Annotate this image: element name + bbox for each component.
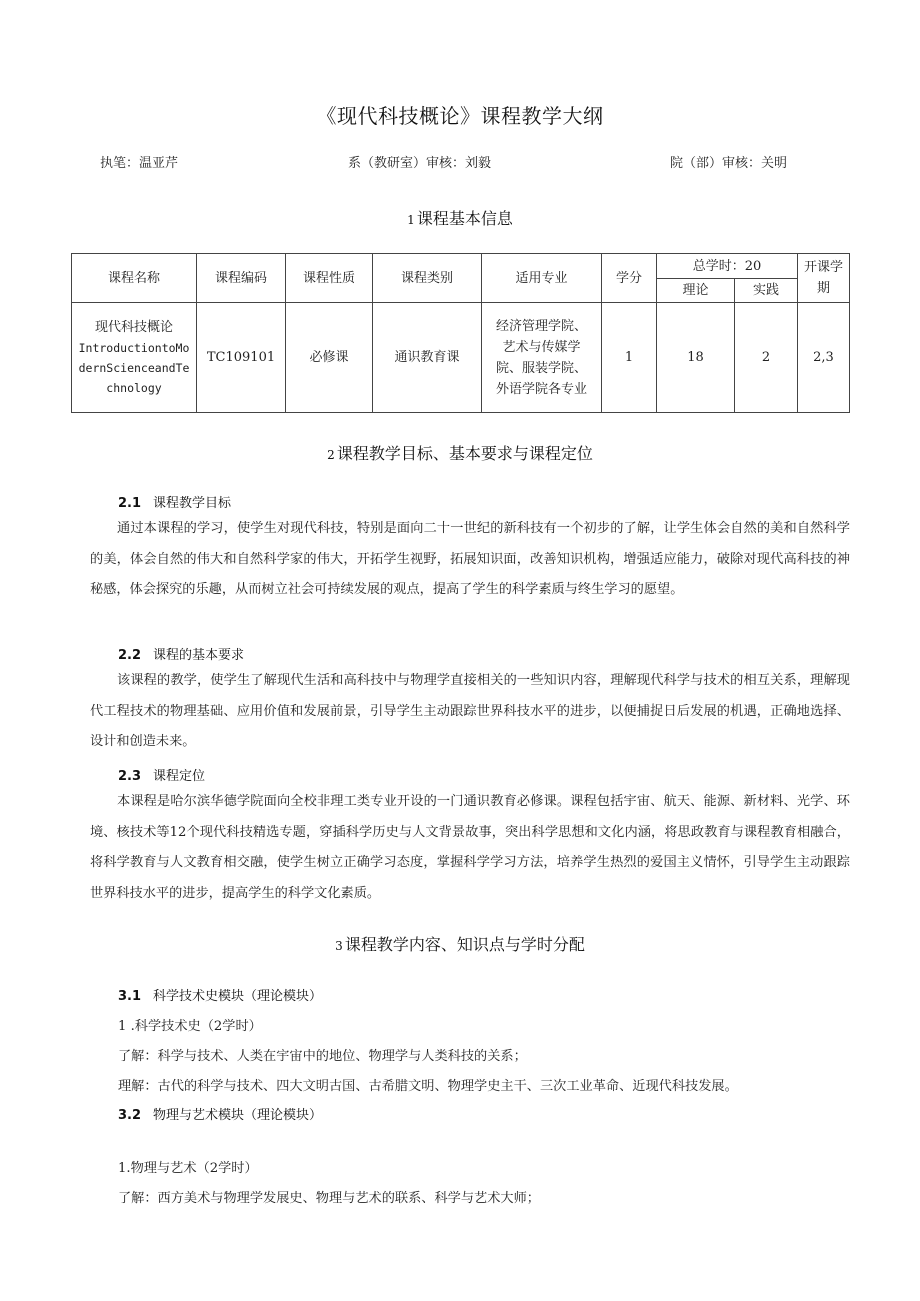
majors-line-1: 经济管理学院、 [495,318,587,334]
course-name-cn: 现代科技概论 [94,320,173,335]
header-course-nature: 课程性质 [286,254,373,303]
subsection-number: 2.1 [118,496,142,511]
cell-course-code: TC109101 [197,303,286,413]
cell-credits: 1 [602,303,657,413]
course-positioning-paragraph: 本课程是哈尔滨华德学院面向全校非理工类专业开设的一门通识教育必修课。课程包括宇宙、航天、能源、新材料、光学、环境、核技术等12个现代科技精选专题，穿插科学历史与人文背景故事，突出科学思想和文化内涵，将思政教育与课程教育相融合，将科学教育与人文教育相交融，使学生树立正确学习态度，掌握科学学习方法，培养学生热烈的爱国主义情怀，引导学生主动跟踪世界科技水平的进步，提高学生的科学文化素质。 [90,794,850,901]
subsection-3-1-heading [118,985,322,1004]
subsection-number: 3.1 [118,989,142,1004]
cell-course-category: 通识教育课 [373,303,482,413]
section-1-heading [0,206,920,229]
majors-line-4: 外语学院各专业 [495,381,587,397]
section-title: 课程教学目标、基本要求与课程定位 [336,444,593,463]
subsection-title: 课程定位 [153,769,206,784]
header-theory: 理论 [657,279,735,303]
subsection-title: 科学技术史模块（理论模块） [153,989,323,1004]
subsection-2-3-heading [118,765,205,784]
section-number: 1 [407,213,415,227]
teaching-goals-paragraph: 通过本课程的学习，使学生对现代科技，特别是面向二十一世纪的新科技有一个初步的了解，让学生体会自然的美和自然科学的美，体会自然的伟大和自然科学家的伟大，开拓学生视野，拓展知识面，改善知识机构，增强适应能力，破除对现代高科技的神秘感，体会探究的乐趣，从而树立社会可持续发展的观点，提高了学生的科学素质与终生学习的愿望。 [90,521,850,597]
header-semester [798,254,850,303]
course-name-en-3: chnology [106,381,162,395]
cell-course-nature: 必修课 [286,303,373,413]
document-title: 《现代科技概论》课程教学大纲 [316,104,604,128]
subsection-number: 2.2 [118,648,142,663]
header-majors: 适用专业 [482,254,602,303]
section-3-heading [0,932,920,955]
course-name-en-1: IntroductiontoMo [78,341,190,355]
subsection-title: 物理与艺术模块（理论模块） [153,1108,323,1123]
subsection-2-1-heading [118,492,231,511]
header-course-code: 课程编码 [197,254,286,303]
cell-practice-hours: 2 [735,303,798,413]
author-line: 执笔：温亚芹 [100,156,179,171]
section-title: 课程教学内容、知识点与学时分配 [344,935,585,954]
cell-semester: 2,3 [798,303,850,413]
module-item: 1.物理与艺术（2学时） [118,1161,258,1176]
header-credits: 学分 [602,254,657,303]
table-row [72,303,850,413]
majors-line-2: 艺术与传媒学 [502,339,581,355]
basic-requirements-paragraph: 该课程的教学，使学生了解现代生活和高科技中与物理学直接相关的一些知识内容，理解现代科学与技术的相互关系，理解现代工程技术的物理基础、应用价值和发展前景，引导学生主动跟踪世界科技水平的进步，以便捕捉日后发展的机遇，正确地选择、设计和创造未来。 [90,673,850,749]
course-name-en-2: dernScienceandTe [78,361,190,375]
subsection-3-2-heading [118,1104,322,1123]
subsection-number: 3.2 [118,1108,142,1123]
module-item: 1 .科学技术史（2学时） [118,1019,262,1034]
header-course-category: 课程类别 [373,254,482,303]
college-review-line: 院（部）审核：关明 [670,156,788,171]
cell-theory-hours: 18 [657,303,735,413]
cell-course-name [72,303,197,413]
header-semester-line1: 开课学 [803,260,843,275]
subsection-title: 课程教学目标 [153,496,232,511]
section-number: 3 [335,939,343,953]
section-2-heading [0,441,920,464]
header-course-name: 课程名称 [72,254,197,303]
section-title: 课程基本信息 [416,209,513,228]
understand-line: 了解：西方美术与物理学发展史、物理与艺术的联系、科学与艺术大师； [118,1191,540,1206]
majors-line-3: 院、服装学院、 [495,360,587,376]
header-semester-line2: 期 [816,281,830,296]
understand-line: 了解：科学与技术、人类在宇宙中的地位、物理学与人类科技的关系； [118,1049,527,1064]
header-total-hours: 总学时：20 [657,254,798,279]
cell-majors [482,303,602,413]
comprehend-line: 理解：古代的科学与技术、四大文明古国、古希腊文明、物理学史主干、三次工业革命、近现代科技发展。 [118,1079,738,1094]
header-practice: 实践 [735,279,798,303]
course-info-table [71,253,850,413]
subsection-number: 2.3 [118,769,142,784]
section-number: 2 [327,448,335,462]
dept-review-line: 系（教研室）审核：刘毅 [348,156,492,171]
subsection-2-2-heading [118,644,244,663]
subsection-title: 课程的基本要求 [153,648,245,663]
